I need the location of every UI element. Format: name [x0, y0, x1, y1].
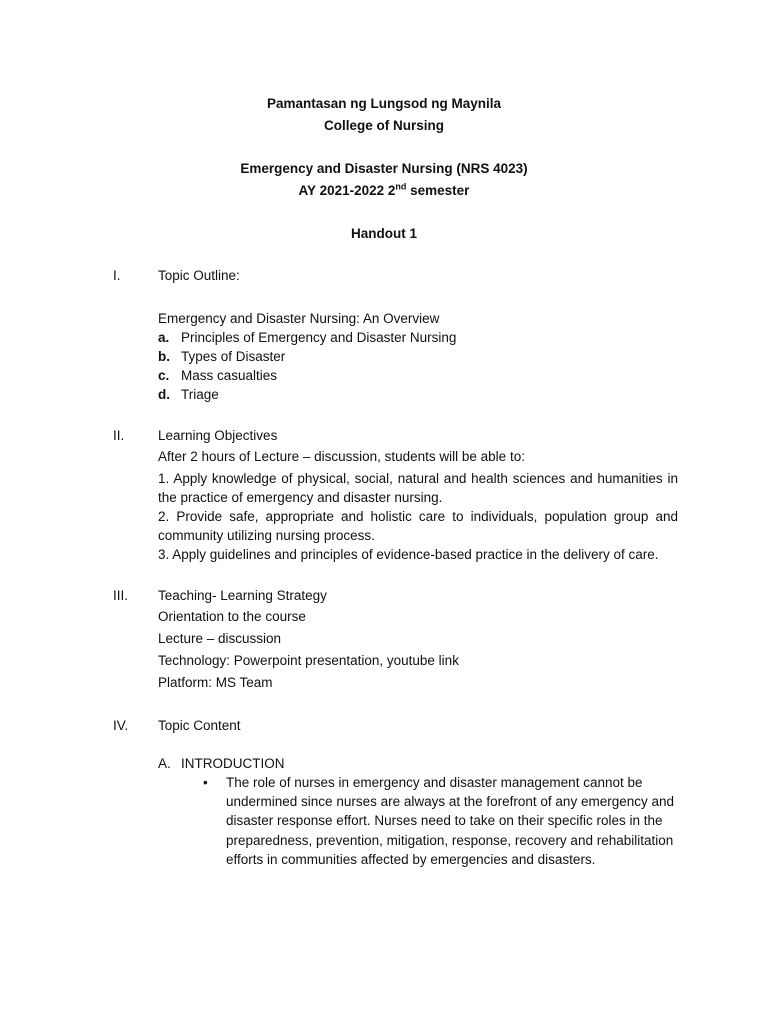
- section-title-learning-objectives: Learning Objectives: [158, 428, 278, 443]
- section-numeral-1: I.: [113, 268, 121, 283]
- outline-item-text: Triage: [181, 387, 219, 402]
- strategy-line: Technology: Powerpoint presentation, youtube link: [158, 653, 459, 668]
- outline-item-letter: b.: [158, 349, 170, 364]
- outline-item-text: Mass casualties: [181, 368, 278, 383]
- section-title-topic-content: Topic Content: [158, 718, 241, 733]
- section-numeral-3: III.: [113, 588, 129, 603]
- outline-item-letter: c.: [158, 368, 170, 383]
- outline-item-letter: d.: [158, 387, 170, 402]
- introduction-paragraph: The role of nurses in emergency and disaster management cannot be undermined since nurses are always at the forefront of any emergency and disaster response effort. Nurses need to take on their specific roles in the preparedness, prevention, mitigation, response, recovery and rehabilitation efforts in communities affected by emergencies and disasters.: [226, 775, 674, 867]
- outline-item-text: Types of Disaster: [181, 349, 286, 364]
- section-numeral-4: IV.: [113, 718, 129, 733]
- bullet-dot: •: [203, 775, 208, 790]
- strategy-line: Platform: MS Team: [158, 675, 273, 690]
- objectives-intro: After 2 hours of Lecture – discussion, students will be able to:: [158, 449, 525, 464]
- university-name: Pamantasan ng Lungsod ng Maynila: [266, 96, 502, 111]
- course-title: Emergency and Disaster Nursing (NRS 4023): [240, 161, 528, 176]
- objective-item: 3. Apply guidelines and principles of evidence-based practice in the delivery of care.: [158, 547, 659, 562]
- section-title-teaching-strategy: Teaching- Learning Strategy: [158, 588, 327, 603]
- strategy-line: Orientation to the course: [158, 609, 306, 624]
- academic-year: [0, 181, 768, 200]
- academic-year-suffix: semester: [406, 183, 470, 198]
- section-title-topic-outline: Topic Outline:: [158, 268, 240, 283]
- objective-item: 1. Apply knowledge of physical, social, natural and health sciences and humanities in the practice of emergency and disaster nursing.: [158, 471, 678, 505]
- handout-title: Handout 1: [351, 226, 417, 241]
- section-numeral-2: II.: [113, 428, 125, 443]
- topic-overview: Emergency and Disaster Nursing: An Overview: [158, 311, 440, 326]
- college-name: College of Nursing: [323, 118, 444, 133]
- objective-item: 2. Provide safe, appropriate and holistic care to individuals, population group and community utilizing nursing process.: [158, 509, 678, 543]
- strategy-line: Lecture – discussion: [158, 631, 282, 646]
- academic-year-prefix: AY 2021-2022 2: [298, 183, 396, 198]
- subsection-letter: A.: [158, 756, 171, 771]
- outline-item-text: Principles of Emergency and Disaster Nursing: [181, 330, 457, 345]
- outline-item-letter: a.: [158, 330, 170, 345]
- subsection-title-introduction: INTRODUCTION: [181, 756, 285, 771]
- academic-year-ordinal: nd: [395, 181, 407, 192]
